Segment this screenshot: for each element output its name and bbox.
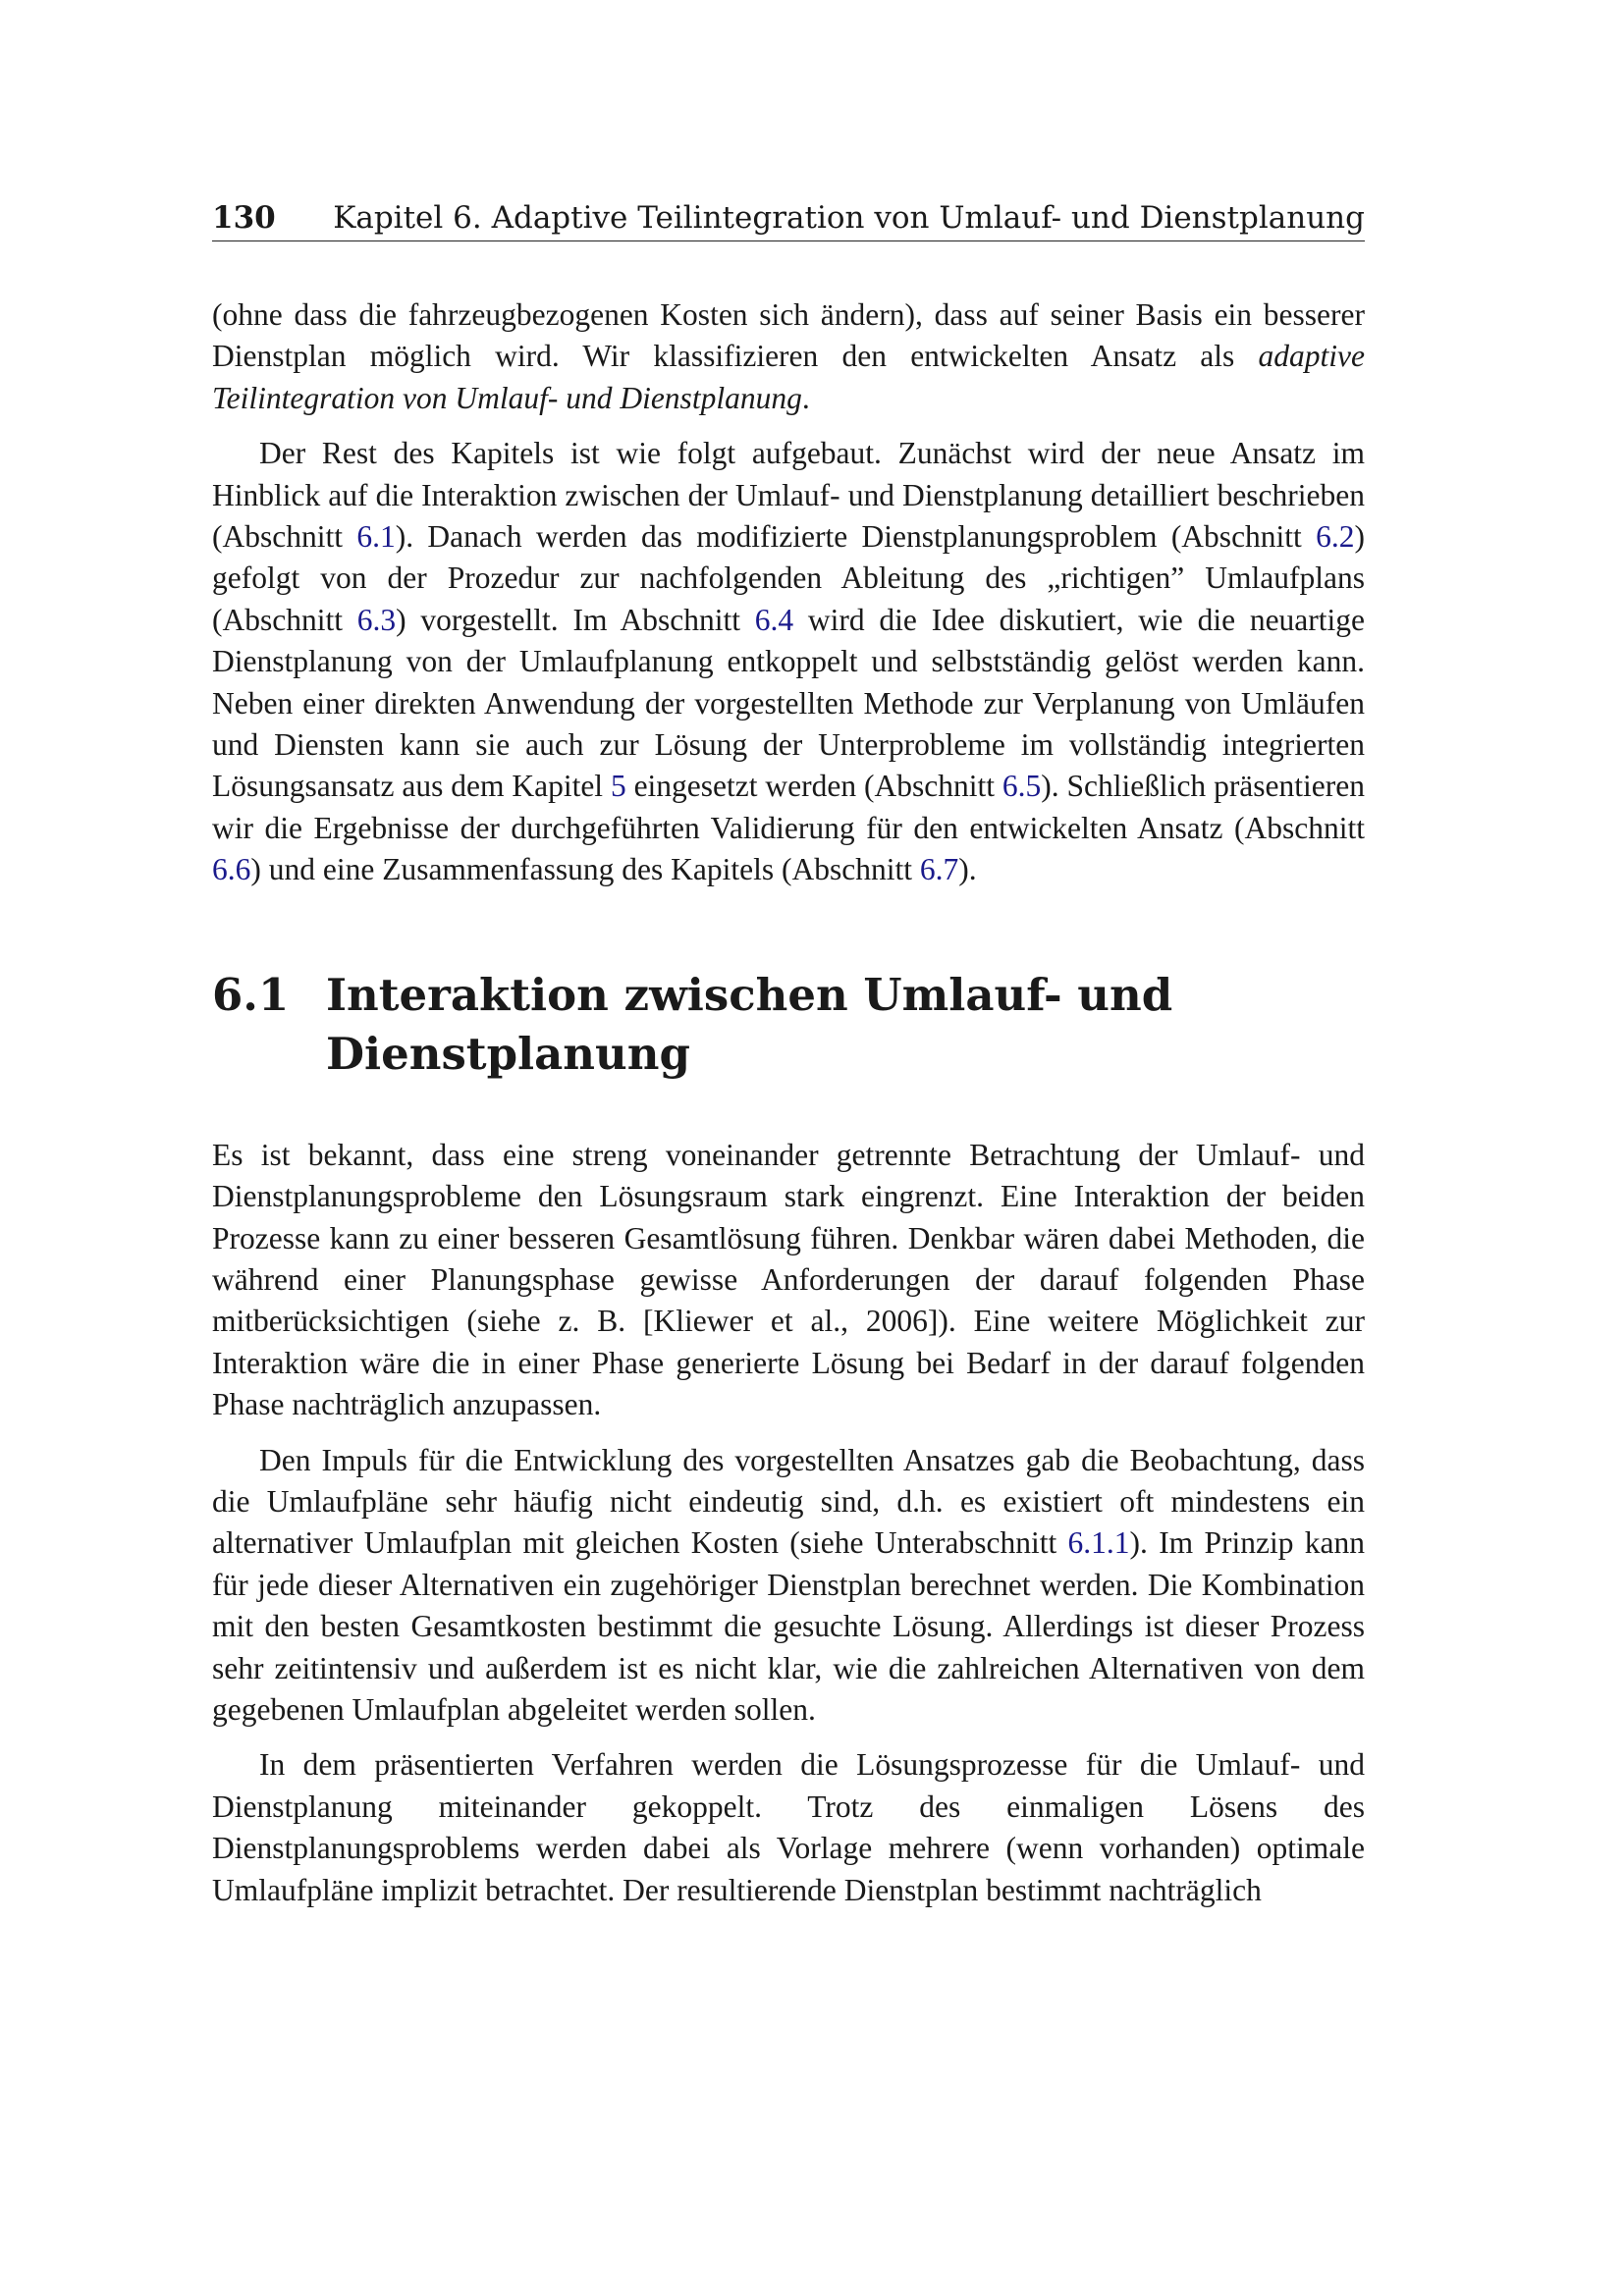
ref-chapter-5[interactable]: 5 [610, 769, 626, 804]
body-paragraph-1: Es ist bekannt, dass eine streng voneinander getrennte Betrachtung der Umlauf- und Dienstplanungsprobleme den Lösungsraum stark eingrenzt. Eine Interaktion der beiden Prozesse kann zu einer besseren Gesamtlösung führen. Denkbar wären dabei Methoden, die während einer Planungsphase gewisse Anforderungen der darauf folgenden Phase mitberücksichtigen (siehe z. B. [Kliewer et al., 2006]). Eine weitere Möglichkeit zur Interaktion wäre die in einer Phase generierte Lösung bei Bedarf in der darauf folgenden Phase nachträglich anzupassen. [212, 1137, 1365, 1422]
intro-paragraph-2: Der Rest des Kapitels ist wie folgt aufgebaut. Zunächst wird der neue Ansatz im Hinblick auf die Interaktion zwischen der Umlauf- und Dienstplanung detailliert beschrieben (Abschnitt 6.1). Danach werden das modifizierte Dienstplanungsproblem (Abschnitt 6.2) gefolgt von der Prozedur zur nachfolgenden Ableitung des „richtigen” Umlaufplans (Abschnitt 6.3) vorgestellt. Im Abschnitt 6.4 wird die Idee diskutiert, wie die neuartige Dienstplanung von der Umlaufplanung entkoppelt und selbstständig gelöst werden kann. Neben einer direkten Anwendung der vorgestellten Methode zur Verplanung von Umläufen und Diensten kann sie auch zur Lösung der Unterprobleme im vollständig integrierten Lösungsansatz aus dem Kapitel 5 eingesetzt werden (Abschnitt 6.5). Schließlich präsentieren wir die Ergebnisse der durchgeführten Validierung für den entwickelten Ansatz (Abschnitt 6.6) und eine Zusammenfassung des Kapitels (Abschnitt 6.7). [212, 436, 1366, 887]
body-text [212, 294, 1365, 1925]
body-paragraph-2: Den Impuls für die Entwicklung des vorgestellten Ansatzes gab die Beobachtung, dass die Umlaufpläne sehr häufig nicht eindeutig sind, d.h. es existiert oft mindestens ein alternativer Umlaufplan mit gleichen Kosten (siehe Unterabschnitt 6.1.1). Im Prinzip kann für jede dieser Alternativen ein zugehöriger Dienstplan berechnet werden. Die Kombination mit den besten Gesamtkosten bestimmt die gesuchte Lösung. Allerdings ist dieser Prozess sehr zeitintensiv und außerdem ist es nicht klar, wie die zahlreichen Alternativen von dem gegebenen Umlaufplan abgeleitet werden sollen. [212, 1442, 1365, 1727]
body-paragraph-3: In dem präsentierten Verfahren werden die Lösungsprozesse für die Umlauf- und Dienstplanung miteinander gekoppelt. Trotz des einmaligen Lösens des Dienstplanungsproblems werden dabei als Vorlage mehrere (wenn vorhanden) optimale Umlaufpläne implizit betrachtet. Der resultierende Dienstplan bestimmt nachträglich [212, 1747, 1365, 1907]
ref-subsection-6-1-1[interactable]: 6.1.1 [1067, 1525, 1130, 1561]
ref-section-6-5[interactable]: 6.5 [1001, 769, 1042, 804]
section-title: Interaktion zwischen Umlauf- und Dienstplanung [326, 968, 1173, 1080]
ref-section-6-3[interactable]: 6.3 [356, 602, 397, 637]
ref-section-6-6[interactable]: 6.6 [212, 852, 251, 887]
ref-section-6-2[interactable]: 6.2 [1316, 519, 1355, 555]
page-number: 130 [212, 200, 276, 236]
ref-section-6-7[interactable]: 6.7 [919, 852, 959, 887]
ref-section-6-1[interactable]: 6.1 [356, 519, 396, 555]
page-header [212, 192, 1365, 241]
emphasis-approach-name: adaptive Teilintegration von Umlauf- und Dienstplanung [212, 339, 1365, 415]
section-number: 6.1 [212, 968, 290, 1021]
intro-paragraph-1: (ohne dass die fahrzeugbezogenen Kosten sich ändern), dass auf seiner Basis ein besserer Dienstplan möglich wird. Wir klassifizieren den entwickelten Ansatz als adaptive Teilintegration von Umlauf- und Dienstplanung. [212, 297, 1365, 415]
running-title: Kapitel 6. Adaptive Teilintegration von Umlauf- und Dienstplanung [333, 200, 1365, 236]
ref-section-6-4[interactable]: 6.4 [754, 602, 794, 637]
section-heading [212, 966, 1365, 1084]
